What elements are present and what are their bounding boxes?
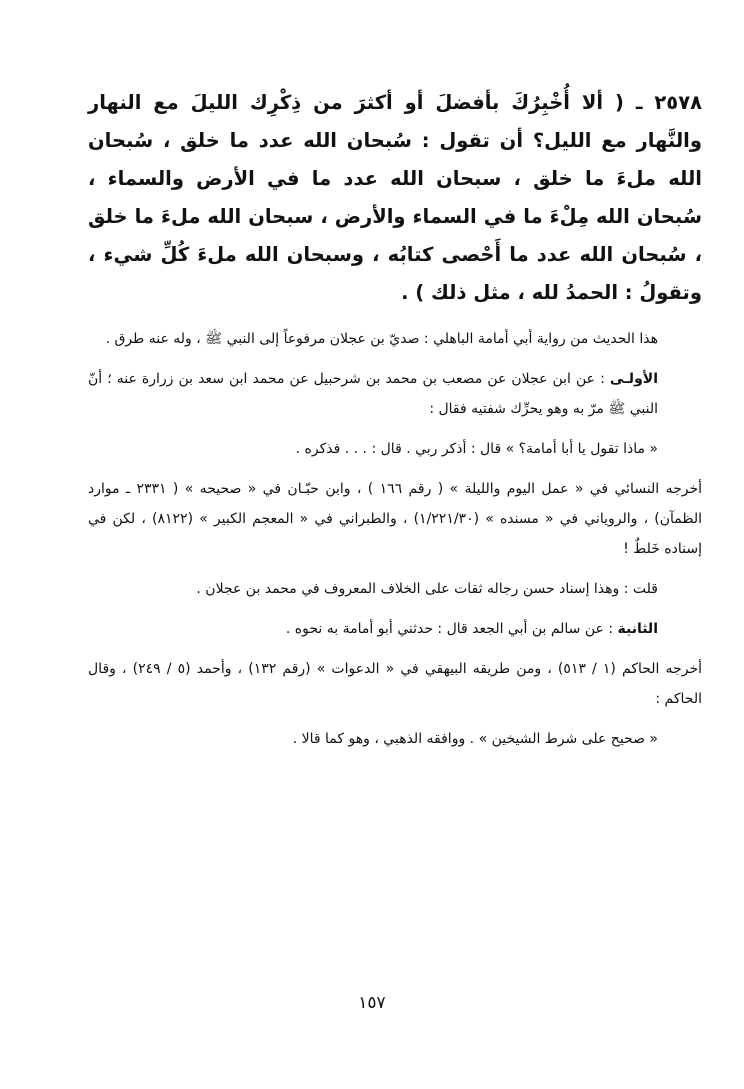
commentary-paragraph bbox=[88, 614, 702, 644]
paragraph-text: « ماذا تقول يا أبا أمامة؟ » قال : أذكر ربي . قال : . . . فذكره . bbox=[295, 441, 658, 457]
page-body bbox=[88, 84, 702, 764]
commentary-paragraph bbox=[88, 474, 702, 564]
page-number: ١٥٧ bbox=[358, 993, 386, 1013]
paragraph-text: أخرجه النسائي في « عمل اليوم والليلة » ( رقم ١٦٦ ) ، وابن حبّـان في « صحيحه » ( ٢٣٣١ ـ موارد الظمآن) ، والروياني في « مسنده » (١/٢٢١/٣٠) ، والطبراني في « المعجم الكبير » (٨١٢٢) ، لكن في إسناده خَلطٌ ! bbox=[88, 481, 702, 557]
paragraph-text: « صحيح على شرط الشيخين » . ووافقه الذهبي ، وهو كما قالا . bbox=[292, 731, 658, 747]
paragraph-lead: الثانية bbox=[617, 621, 658, 637]
paragraph-text: أخرجه الحاكم (١ / ٥١٣) ، ومن طريقه البيهقي في « الدعوات » (رقم ١٣٢) ، وأحمد (٥ / ٢٤٩) ، وقال الحاكم : bbox=[88, 661, 702, 707]
paragraph-text: هذا الحديث من رواية أبي أمامة الباهلي : صديّ بن عجلان مرفوعاً إلى النبي ﷺ ، وله عنه طرق . bbox=[105, 331, 658, 347]
commentary-paragraph bbox=[88, 724, 702, 754]
commentary-paragraph bbox=[88, 434, 702, 464]
hadith-text: ٢٥٧٨ ـ ( ألا أُخْبِرُكَ بأفضلَ أو أكثرَ من ذِكْرِك الليلَ مع النهار والنَّهار مع الليل؟ أن تقول : سُبحان الله عدد ما خلق ، سُبحان الله ملءَ ما خلق ، سبحان الله عدد ما في الأرض والسماء ، سُبحان الله مِلْءَ ما في السماء والأرض ، سبحان الله ملءَ ما خلق ، سُبحان الله عدد ما أَحْصى كتابُه ، وسبحان الله ملءَ كُلِّ شيء ، وتقولُ : الحمدُ لله ، مثل ذلك ) . bbox=[88, 91, 702, 304]
paragraph-lead: الأولـى bbox=[609, 371, 658, 387]
commentary-paragraph bbox=[88, 324, 702, 354]
commentary-paragraph bbox=[88, 654, 702, 714]
paragraph-text: : عن سالم بن أبي الجعد قال : حدثني أبو أمامة به نحوه . bbox=[285, 621, 618, 637]
commentary-paragraph bbox=[88, 364, 702, 424]
paragraph-text: قلت : وهذا إسناد حسن رجاله ثقات على الخلاف المعروف في محمد بن عجلان . bbox=[196, 581, 658, 597]
commentary-paragraph bbox=[88, 574, 702, 604]
paragraph-text: : عن ابن عجلان عن مصعب بن محمد بن شرحبيل عن محمد ابن سعد بن زرارة عنه ؛ أنّ النبي ﷺ مرّ به وهو يحرِّك شفتيه فقال : bbox=[88, 371, 658, 417]
